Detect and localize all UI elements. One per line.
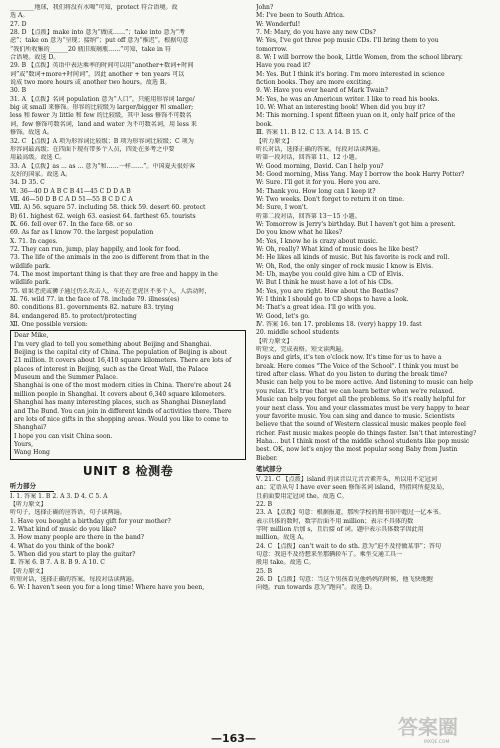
- written-answers: [256, 476, 492, 593]
- svg-text:答案圈: 答案圈: [398, 715, 458, 739]
- transcript-line: fiction books. They are more exciting.: [256, 79, 373, 87]
- transcript-line: break. Here comes "The Voice of the School". I think you must be: [256, 362, 459, 370]
- written-answer-line: 向她。run towards 意为“跑向”。故选 D。: [256, 584, 376, 592]
- text-line: 29. B 【点拨】英语中表达乘率的时间可以用“another+数词+时间: [10, 62, 194, 70]
- answer-line: Ⅺ. 76. wild 77. in the face of 78. include 79. illness(es): [10, 296, 180, 304]
- transcript-line: Bieber.: [256, 454, 278, 462]
- answer-line: 75. 如果老虎或狮子通过仍么攻击人，车还在老虎区不多个人，人活动时，: [10, 287, 211, 295]
- watermark-logo-icon: [394, 708, 490, 746]
- listening-line: 5. When did you start to play the guitar?: [10, 550, 136, 558]
- transcript-line: Ⅳ. 答案 16. ten 17. problems 18. (very) happy 19. fast: [256, 321, 422, 329]
- answer-line: 74. The most important thing is that they are free and happy in the: [10, 271, 218, 278]
- written-answer-line: 22. B: [256, 500, 273, 508]
- text-line: ________地球，我们将没有水喝”可知，protect 符合语境。故: [10, 4, 178, 11]
- transcript-line: W: Tomorrow is Jerry's birthday. But I haven't got him a present.: [256, 220, 456, 228]
- letter-line: I'm very glad to tell you something about Beijing and Shanghai.: [14, 340, 212, 348]
- letter-line: places of interest in Beijing, such as the Great Wall, the Palace: [14, 365, 209, 373]
- text-line: 词”或“数词+more+时间词”，因此 another + ten years 可以: [10, 70, 185, 78]
- answer-line: Ⅶ. 46—50 D B C A D 51—55 B C D C A: [10, 195, 133, 203]
- listening-line: 4. What do you think of the book?: [10, 542, 115, 550]
- transcript-line: M: Yes, I know he is crazy about music.: [256, 237, 378, 245]
- unit-subtitle: 检测卷: [130, 463, 174, 478]
- listening-line: 【听力原文】: [10, 567, 47, 575]
- text-line: 说成 two more hours 或 another two hours。故选 B。: [10, 79, 171, 87]
- answer-line: 84. endangered 85. to protect/protecting: [10, 312, 137, 320]
- letter-line: I hope you can visit China soon.: [14, 432, 113, 440]
- listening-line: 听句子，选择正确的应答语，句子读两遍。: [10, 509, 126, 517]
- letter-line: Shanghai is one of the most modern cities in China. There're about 24: [14, 382, 232, 390]
- unit-title: [10, 462, 246, 480]
- listening-line: 1. Have you bought a birthday gift for your mother?: [10, 517, 171, 525]
- letter-line: Beijing is the capital city of China. The population of Beijing is about: [14, 349, 227, 357]
- transcript-line: M: Sure, I won't.: [256, 204, 308, 212]
- answer-line: wildlife park.: [10, 279, 51, 287]
- transcript-line: W: Wonderful!: [256, 20, 301, 28]
- transcript-line: 听短文，完成表格。短文读两遍。: [256, 346, 348, 354]
- text-line: 修饰。故选 A。: [10, 129, 53, 137]
- left-column: [10, 4, 246, 593]
- answer-line: B) 61. highest 62. weigh 63. easiest 64. farthest 65. tourists: [10, 212, 196, 220]
- listening-line: 2. What kind of music do you like?: [10, 525, 117, 533]
- transcript-line: book.: [256, 120, 273, 128]
- text-line: big 或 small 来修饰。形容的比较级为 larger/bigger 和 smaller;: [10, 104, 194, 112]
- written-answer-line: an；定语从句 I have ever seen 修饰名词 island，特指问所提及岛，: [256, 484, 449, 492]
- text-line: 词，few 修饰可数名词，land and water 为不可数名词，用 less 来: [10, 120, 197, 128]
- listening-line: 听短对话，选择正确的答案。每段对话读两遍。: [10, 576, 138, 583]
- transcript-line: W: Oh, Rod, the only singer of rock music I know is Elvis.: [256, 262, 434, 270]
- transcript-line: M: Yes, he was an American writer. I like to read his books.: [256, 95, 440, 103]
- written-answer-line: 24. C 【点拨】can't wait to do sth. 意为“迫不及待做某事”；答句: [256, 542, 442, 550]
- transcript-line: W: Two weeks. Don't forget to return it on time.: [256, 195, 405, 203]
- transcript-line: Have you read it?: [256, 62, 311, 70]
- answer-line: 73. The life of the animals in the zoo is different from that in the: [10, 254, 210, 262]
- text-line: 选 A。: [10, 12, 29, 20]
- text-line: 34. D 35. C: [10, 179, 45, 187]
- transcript-line: 听第二段对话，回答第 13～15 小题。: [256, 212, 361, 220]
- written-answer-line: 般用 take。故选 C。: [256, 559, 315, 567]
- transcript-line: M: He likes all kinds of music. But his favorite is rock and roll.: [256, 254, 450, 262]
- transcript-line: Boys and girls, it's ten o'clock now. It's time for us to have a: [256, 354, 442, 362]
- transcript-line: your next class. You and your classmates must be very happy to hear: [256, 404, 470, 412]
- answer-line: 72. They can run, jump, play happily, and look for food.: [10, 245, 181, 253]
- transcript-line: M: That's a great idea. I'll go with you.: [256, 304, 376, 312]
- letter-line: Shanghai?: [14, 424, 47, 432]
- transcript-line: W: Oh, really? What kind of music does he like best?: [256, 245, 419, 253]
- text-line: 友好的国家。故选 A。: [10, 170, 72, 178]
- listening-line: Ⅱ. 答案 6. B 7. A 8. B 9. A 10. C: [10, 559, 105, 567]
- letter-line: Dear Mike,: [14, 332, 49, 340]
- transcript-line: John?: [256, 4, 274, 11]
- text-line: 合语境。故选 D。: [10, 54, 60, 62]
- right-column: [256, 4, 492, 593]
- answer-line: Ⅹ. 71. In cages.: [10, 237, 58, 245]
- written-answer-line: 表示具体的数时，数字后面不用 million；表示不具体的数: [256, 517, 414, 525]
- transcript-line: Ⅲ. 答案 11. B 12. C 13. A 14. B 15. C: [256, 129, 369, 137]
- transcript-line: believe that the sound of Western classical music makes people feel: [256, 421, 466, 429]
- text-line: “我们所收集的______20 瓶旧玻璃瓶……”可知，take in 符: [10, 45, 171, 53]
- listening-transcripts: [256, 4, 492, 463]
- transcript-line: 20. middle school students: [256, 329, 339, 337]
- transcript-line: W: Good, let's go.: [256, 312, 310, 320]
- transcript-line: 10. W: What an interesting book! When did you buy it?: [256, 104, 426, 112]
- written-answer-line: 字时 million 后加 s，且后接 of 词。题中表示具体数字因此用: [256, 525, 424, 533]
- sample-letter: [14, 332, 242, 457]
- text-line: 用最高级。故选 C。: [10, 154, 66, 162]
- transcript-line: richer. Fast music makes people do things faster. Isn't that interesting?: [256, 429, 477, 437]
- text-line: less 和 fewer 为 little 和 few 的比较级，其中 less 修饰不可数名: [10, 112, 192, 120]
- answer-line: Ⅸ. 66. fell over 67. In the face 68. or so: [10, 220, 133, 228]
- written-answer-line: 且前面要用定冠词 the。故选 C。: [256, 492, 348, 500]
- letter-line: Shanghai has many interesting places, such as Shanghai Disneyland: [14, 399, 226, 407]
- watermark-url: MXQE.COM: [424, 740, 450, 745]
- answer-line: Ⅵ. 36—40 D A B C B 41—45 C D D A B: [10, 187, 131, 195]
- transcript-line: tomorrow.: [256, 45, 288, 53]
- letter-line: Yours,: [14, 440, 34, 448]
- unit-number: UNIT 8: [82, 463, 131, 478]
- page-number-value: 163: [222, 732, 245, 745]
- transcript-line: 听长对话，选择正确的答案。每段对话读两遍。: [256, 145, 384, 153]
- transcript-line: W: Sure. I'll get it for you. Here you are.: [256, 179, 381, 187]
- transcript-line: W: But I think he must have a lot of his CDs.: [256, 279, 393, 287]
- letter-line: Wang Hong: [14, 449, 50, 457]
- transcript-line: 9. W: Have you ever heard of Mark Twain?: [256, 87, 388, 95]
- transcript-line: you relax. It's true that we can learn better when we're relaxed.: [256, 387, 455, 395]
- answer-line: Ⅷ. A) 56. square 57. including 58. thick 59. desert 60. protect: [10, 204, 206, 212]
- written-answer-line: Ⅴ. 21. C 【点拨】island 的读音以元音音素开头，所以用不定冠词: [256, 475, 437, 483]
- written-answer-line: 25. B: [256, 567, 273, 575]
- transcript-line: 7. M: Mary, do you have any new CDs?: [256, 29, 376, 37]
- transcript-line: Music can help you forget all the problems. So it's really helpful for: [256, 396, 466, 404]
- text-line: 31. A 【点拨】名词 population 意为“人口”，只能用形容词 large/: [10, 95, 195, 103]
- transcript-line: your favorite music. You can sing and dance to music. Scientists: [256, 412, 455, 420]
- written-answer-line: 26. D 【点拨】句意：当这个男孩看见他妈妈的时候，他飞快地跑: [256, 576, 433, 584]
- listening-line: 3. How many people are there in the band?: [10, 534, 145, 542]
- letter-line: and The Bund. You can join in different kinds of activities there. There: [14, 407, 232, 415]
- answer-line: 80. conditions 81. governments 82. nature 83. trying: [10, 304, 174, 312]
- text-line: 30. B: [10, 87, 27, 95]
- written-section-label: 笔试部分: [256, 465, 300, 475]
- transcript-line: M: Yes, you are right. How about the Beatles?: [256, 287, 399, 295]
- transcript-line: Do you know what he likes?: [256, 229, 343, 237]
- answer-line: Ⅻ. One possible version:: [10, 321, 88, 329]
- listening-line: Ⅰ. 1. 答案 1. B 2. A 3. D 4. C 5. A: [10, 492, 108, 500]
- transcript-line: W: I think I should go to CD shops to have a look.: [256, 296, 409, 304]
- transcript-line: best. OK, now let's enjoy the most popular song Baby from Justin: [256, 446, 458, 454]
- answer-explanations-block: [10, 4, 246, 188]
- transcript-line: tired after class. What do you listen to during the break time?: [256, 371, 448, 379]
- transcript-line: M: This morning. I spent fifteen yuan on it, only half price of the: [256, 112, 456, 120]
- text-line: 虑”；take on 意为“呈现；接纳”；put off 意为“推迟”。根据句意: [10, 37, 189, 45]
- text-line: 28. D 【点拨】make into 意为“做成……”；take into 意为“考: [10, 29, 185, 37]
- transcript-line: M: Uh, maybe you could give him a CD of Elvis.: [256, 271, 404, 278]
- transcript-line: 【听力原文】: [256, 337, 293, 345]
- text-line: 形容词最高级；在四面下现有带多个人员，四处在多考之中要: [10, 145, 175, 153]
- text-line: 33. A 【点拨】as ... as ... 意为“和……一样……”。中国夏天很好客: [10, 162, 196, 170]
- transcript-line: M: I've been to South Africa.: [256, 12, 345, 20]
- transcript-line: Haha... but I think most of the middle school students like pop music: [256, 437, 470, 445]
- listening-line: 6. W: I haven't seen you for a long time! Where have you been,: [10, 584, 205, 592]
- answer-line: 69. As far as I know 70. the largest population: [10, 229, 154, 237]
- transcript-line: Music can help you to be more active. And listening to music can help: [256, 379, 473, 387]
- transcript-line: 【听力原文】: [256, 137, 293, 145]
- listening-section-label: 听力部分: [10, 482, 54, 492]
- written-answer-line: 句意：我迫不及待想来坐那辆轿车了。乘坐交通工具一: [256, 551, 403, 558]
- listening-line: 【听力原文】: [10, 500, 47, 508]
- transcript-line: W: Good morning, David. Can I help you?: [256, 162, 384, 170]
- transcript-line: M: Thank you. How long can I keep it?: [256, 187, 376, 195]
- transcript-line: 听第一段对话，回答第 11、12 小题。: [256, 154, 361, 162]
- answer-key-block: [10, 188, 246, 330]
- transcript-line: 8. W: I will borrow the book, Little Women, from the school library.: [256, 54, 463, 62]
- listening-answers: [10, 493, 246, 593]
- page-number: —163—: [211, 732, 256, 745]
- sample-letter-box: [10, 330, 246, 459]
- transcript-line: M: Good morning, Miss Yang. May I borrow the book Harry Potter?: [256, 170, 465, 178]
- letter-line: million people in Shanghai. It covers about 6,340 square kilometers.: [14, 390, 226, 398]
- written-answer-line: 23. A 【点拨】句意：根据报道，那所学校的图书馆中超过一亿本书。: [256, 509, 445, 517]
- answer-line: wildlife park.: [10, 262, 51, 270]
- letter-line: Museum and the Summer Palace.: [14, 374, 118, 382]
- letter-line: are lots of nice gifts in the shopping areas. Would you like to come to: [14, 415, 229, 423]
- document-page: [6, 0, 494, 748]
- text-line: 27. D: [10, 20, 27, 28]
- written-answer-line: million。故选 A。: [256, 534, 308, 542]
- letter-line: 21 million. It covers about 16,410 square kilometers. There are lots of: [14, 357, 232, 365]
- transcript-line: W: Yes, I've got three pop music CDs. I'll bring them to you: [256, 37, 439, 45]
- transcript-line: M: Yes. But I think it's boring. I'm more interested in science: [256, 70, 445, 78]
- text-line: 32. C 【点拨】A 项为形容词比较级；B 项为形容词比较级；C 项为: [10, 137, 194, 145]
